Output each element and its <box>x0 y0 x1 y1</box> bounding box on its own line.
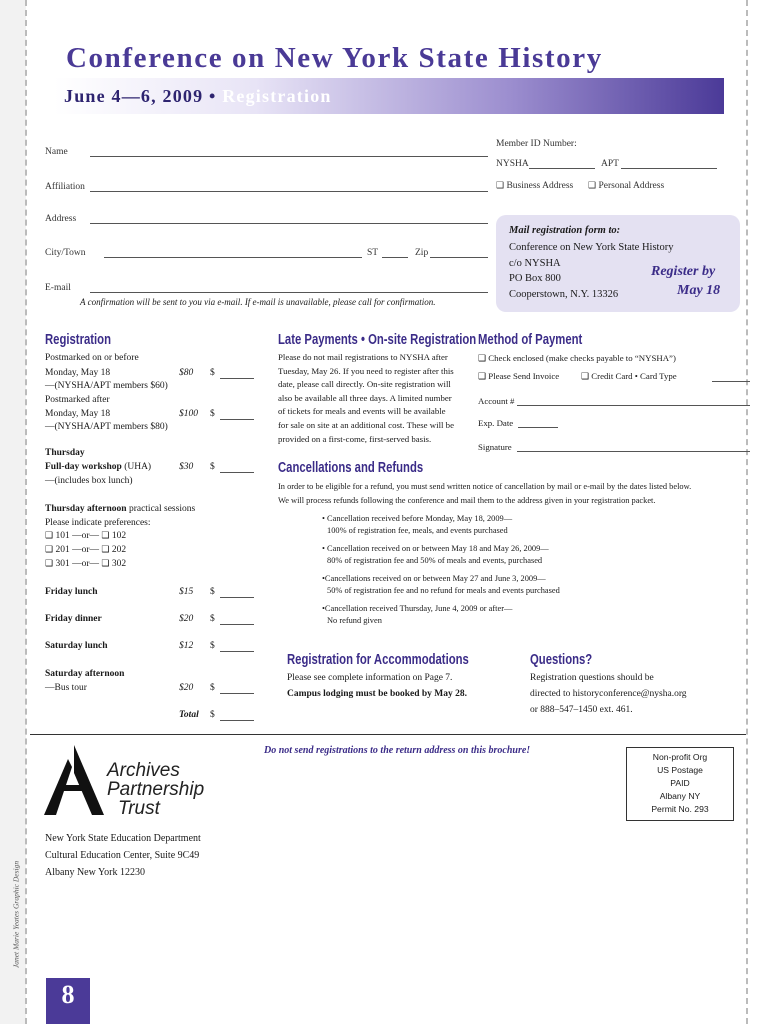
total-label: Total <box>179 710 199 720</box>
members-80: —(NYSHA/APT members $80) <box>45 422 168 432</box>
nysha-label: NYSHA <box>496 159 529 169</box>
saturday-lunch-label: Saturday lunch <box>45 641 108 651</box>
price-15: $15 <box>179 587 194 597</box>
late-line: provided on a first-come, first-served basis. <box>278 434 432 444</box>
price-30: $30 <box>179 462 194 472</box>
zip-label: Zip <box>415 248 429 258</box>
logo-text-line: Trust <box>118 798 160 819</box>
late-line: for sale on site at an additional cost. These will be <box>278 420 454 430</box>
postage-line: Non-profit Org <box>652 752 708 762</box>
email-label: E-mail <box>45 283 71 293</box>
checkbox-icon: ❑ <box>101 531 110 541</box>
return-address-warning: Do not send registrations to the return address on this brochure! <box>264 745 531 756</box>
price-20: $20 <box>179 614 194 624</box>
dollar-sign: $ <box>210 683 215 693</box>
friday-lunch-label: Friday lunch <box>45 587 98 597</box>
cancel-item-detail: 50% of registration fee and no refund for meals and events purchased <box>327 586 560 595</box>
preferences-label: Please indicate preferences: <box>45 518 151 528</box>
saturday-afternoon-label: Saturday afternoon <box>45 669 125 679</box>
checkbox-icon: ❑ <box>45 545 54 555</box>
cancel-item: •Cancellation received Thursday, June 4, 2009 or after— <box>322 604 513 613</box>
mail-line: PO Box 800 <box>509 273 561 284</box>
checkbox-icon: ❑ <box>45 559 54 569</box>
early-registration-amount[interactable] <box>220 378 254 379</box>
member-id-label: Member ID Number: <box>496 139 577 149</box>
apt-label: APT <box>601 159 619 169</box>
mail-heading: Mail registration form to: <box>509 225 621 236</box>
late-line: of tickets for meals and events will be available <box>278 406 446 416</box>
exp-date-field[interactable] <box>518 427 558 428</box>
apt-id-field[interactable] <box>621 168 717 169</box>
state-field[interactable] <box>382 257 408 258</box>
price-100: $100 <box>179 409 198 419</box>
register-by: Register by <box>651 264 716 279</box>
late-line: date, please call directly. On-site registration will <box>278 379 451 389</box>
cancellations-heading: Cancellations and Refunds <box>278 460 424 476</box>
dashed-border-right <box>746 0 748 1024</box>
page-number: 8 <box>61 980 75 1009</box>
questions-line: Registration questions should be <box>530 673 654 683</box>
confirmation-note: A confirmation will be sent to you via e-mail. If e-mail is unavailable, please call for confirmation. <box>80 297 436 307</box>
nysha-id-field[interactable] <box>529 168 595 169</box>
account-label: Account # <box>478 396 515 406</box>
mail-line: Cooperstown, N.Y. 13326 <box>509 289 619 300</box>
affiliation-label: Affiliation <box>45 182 85 192</box>
payment-heading: Method of Payment <box>478 332 583 348</box>
saturday-lunch-amount[interactable] <box>220 651 254 652</box>
dollar-sign: $ <box>210 409 215 419</box>
mail-line: c/o NYSHA <box>509 258 561 269</box>
return-address-line: Cultural Education Center, Suite 9C49 <box>45 850 200 861</box>
dollar-sign: $ <box>210 368 215 378</box>
register-date: May 18 <box>677 283 721 298</box>
zip-field[interactable] <box>430 257 488 258</box>
dollar-sign: $ <box>210 710 215 720</box>
logo-text-line: Partnership <box>107 779 205 800</box>
checkbox-icon: ❑ <box>588 181 597 191</box>
checkbox-icon: ❑ <box>478 354 487 364</box>
box-lunch-note: —(includes box lunch) <box>45 476 133 486</box>
name-label: Name <box>45 147 68 157</box>
dashed-border-left <box>25 0 27 1024</box>
monday-may18-after: Monday, May 18 <box>45 409 111 419</box>
price-20: $20 <box>179 683 194 693</box>
cancel-item-detail: 80% of registration fee and 50% of meals and events, purchased <box>327 556 543 565</box>
late-payments-heading: Late Payments • On-site Registration <box>278 332 477 348</box>
return-address-line: New York State Education Department <box>45 833 201 844</box>
accommodations-heading: Registration for Accommodations <box>287 652 469 668</box>
checkbox-icon: ❑ <box>581 372 590 382</box>
logo-text-line: Archives <box>107 760 180 781</box>
return-address-line: Albany New York 12230 <box>45 867 145 878</box>
signature-label: Signature <box>478 442 512 452</box>
postage-line: US Postage <box>657 765 703 775</box>
checkbox-icon: ❑ <box>478 372 487 382</box>
page-title: Conference on New York State History <box>66 42 603 74</box>
checkbox-icon: ❑ <box>45 531 54 541</box>
workshop-amount[interactable] <box>220 472 254 473</box>
archives-logo-icon <box>44 745 104 815</box>
late-line: Please do not mail registrations to NYSHA after <box>278 352 448 362</box>
postage-line: Permit No. 293 <box>651 804 709 814</box>
postage-line: PAID <box>670 778 690 788</box>
late-line: Tuesday, May 26. If you need to register after this <box>278 366 454 376</box>
signature-field[interactable] <box>517 451 750 452</box>
cancel-item-detail: 100% of registration fee, meals, and events purchased <box>327 526 508 535</box>
total-amount[interactable] <box>220 720 254 721</box>
footer-divider <box>30 734 746 735</box>
address-field[interactable] <box>90 223 488 224</box>
subtitle-date: June 4—6, 2009 • <box>64 86 223 106</box>
city-label: City/Town <box>45 248 86 258</box>
account-number-field[interactable] <box>517 405 750 406</box>
postage-indicia <box>626 747 734 821</box>
cancel-item: •Cancellations received on or between May 27 and June 3, 2009— <box>322 574 546 583</box>
check-enclosed-option[interactable]: ❑ Check enclosed (make checks payable to “NYSHA”) <box>478 353 676 364</box>
friday-dinner-label: Friday dinner <box>45 614 102 624</box>
registration-heading: Registration <box>45 332 111 348</box>
thursday-afternoon-label: Thursday afternoon practical sessions <box>45 504 196 514</box>
preference-row-1[interactable]: ❑ 101 —or— ❑ 102 <box>45 531 127 541</box>
dollar-sign: $ <box>210 587 215 597</box>
business-address-option[interactable]: ❑ Business Address <box>496 181 574 191</box>
subtitle-registration: Registration <box>222 86 332 106</box>
friday-lunch-amount[interactable] <box>220 597 254 598</box>
credit-card-option[interactable]: ❑ Credit Card • Card Type <box>581 371 677 382</box>
mail-line: Conference on New York State History <box>509 242 674 253</box>
exp-date-label: Exp. Date <box>478 418 514 428</box>
cancel-item-detail: No refund given <box>327 616 382 625</box>
accommodations-deadline: Campus lodging must be booked by May 28. <box>287 689 468 699</box>
price-12: $12 <box>179 641 194 651</box>
send-invoice-option[interactable]: ❑ Please Send Invoice <box>478 371 560 382</box>
personal-address-option[interactable]: ❑ Personal Address <box>588 181 665 191</box>
bus-tour-label: —Bus tour <box>45 683 87 693</box>
monday-may18: Monday, May 18 <box>45 368 111 378</box>
price-80: $80 <box>179 368 194 378</box>
preference-row-2[interactable]: ❑ 201 —or— ❑ 202 <box>45 545 127 555</box>
accommodations-line: Please see complete information on Page 7. <box>287 673 453 683</box>
postage-line: Albany NY <box>659 791 701 801</box>
checkbox-icon: ❑ <box>101 559 110 569</box>
checkbox-icon: ❑ <box>496 181 505 191</box>
workshop-label: Full-day workshop (UHA) <box>45 462 152 472</box>
friday-dinner-amount[interactable] <box>220 624 254 625</box>
preference-row-3[interactable]: ❑ 301 —or— ❑ 302 <box>45 559 127 569</box>
late-registration-amount[interactable] <box>220 419 254 420</box>
cancel-intro: In order to be eligible for a refund, you must send written notice of cancellation by mail or e-mail by the dates listed below. <box>278 482 692 491</box>
questions-line: or 888–547–1450 ext. 461. <box>530 705 633 715</box>
state-label: ST <box>367 248 379 258</box>
checkbox-icon: ❑ <box>101 545 110 555</box>
cancel-intro: We will process refunds following the conference and mail them to the address given in your registration packet. <box>278 496 656 505</box>
dollar-sign: $ <box>210 614 215 624</box>
cancel-item: • Cancellation received on or between May 18 and May 26, 2009— <box>322 544 549 553</box>
city-field[interactable] <box>104 257 362 258</box>
dollar-sign: $ <box>210 641 215 651</box>
designer-credit: Janet Marie Yeates Graphic Design <box>11 860 21 969</box>
postmarked-after: Postmarked after <box>45 395 110 405</box>
affiliation-field[interactable] <box>90 191 488 192</box>
thursday-label: Thursday <box>45 448 85 458</box>
late-line: also be available all three days. A limited number <box>278 393 452 403</box>
dollar-sign: $ <box>210 462 215 472</box>
name-field[interactable] <box>90 156 488 157</box>
members-60: —(NYSHA/APT members $60) <box>45 381 168 391</box>
address-label: Address <box>45 214 77 224</box>
banner-subtitle <box>64 86 332 107</box>
questions-heading: Questions? <box>530 652 593 668</box>
bus-tour-amount[interactable] <box>220 693 254 694</box>
cancel-item: • Cancellation received before Monday, May 18, 2009— <box>322 514 513 523</box>
postmarked-before: Postmarked on or before <box>45 353 139 363</box>
questions-line: directed to historyconference@nysha.org <box>530 689 687 699</box>
email-field[interactable] <box>90 292 488 293</box>
card-type-field[interactable] <box>712 381 750 382</box>
